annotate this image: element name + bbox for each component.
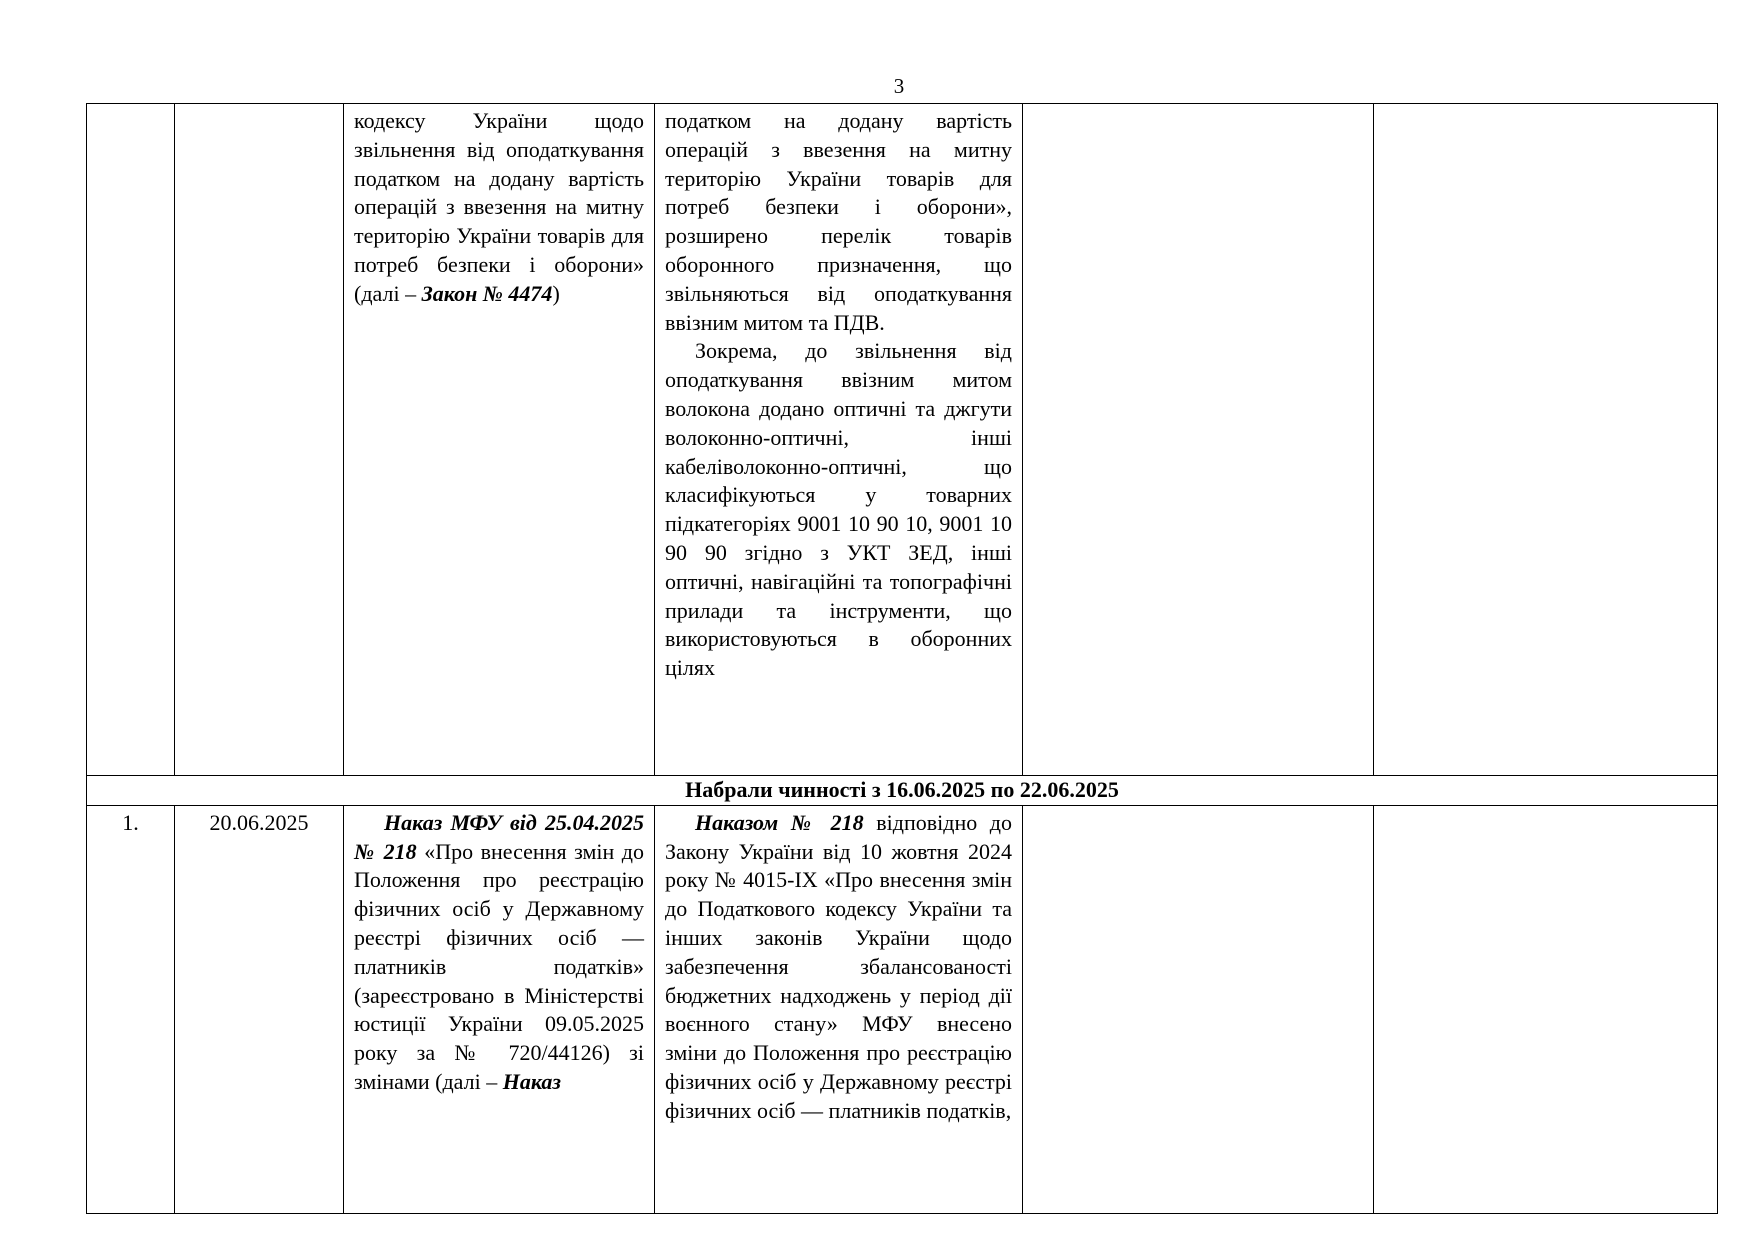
cell-number bbox=[87, 805, 175, 1213]
entry-date: 20.06.2025 bbox=[209, 809, 309, 835]
summary-act-ref: Наказом № 218 bbox=[695, 809, 864, 835]
entry-number: 1. bbox=[122, 809, 139, 835]
summary-text: відповідно до Закону України від 10 жовтня 2024 року № 4015-IX «Про внесення змін до Податкового кодексу України та інших законів України щодо забезпечення збалансованості бюджетних надходжень у період дії воєнного стану» МФУ внесено зміни до Положення про реєстрацію фізичних осіб у Державному реєстрі фізичних осіб — платників податків, bbox=[665, 809, 1013, 1123]
cell-summary bbox=[655, 805, 1023, 1213]
cell-number bbox=[87, 104, 175, 776]
page-number: 3 bbox=[893, 74, 905, 98]
cell-empty bbox=[1374, 805, 1718, 1213]
act-short-name: Наказ bbox=[502, 1068, 562, 1094]
act-text: «Про внесення змін до Положення про реєстрацію фізичних осіб у Державному реєстрі фізичних осіб — платників податків» (зареєстровано в Міністерстві юстиції України 09.05.2025 року за № 720/44126) зі змінами (далі – bbox=[354, 838, 644, 1094]
act-title: Наказ МФУ від 25.04.2025 № 218 bbox=[354, 809, 644, 864]
cell-empty bbox=[1023, 805, 1374, 1213]
table-row bbox=[87, 104, 1718, 776]
cell-date bbox=[175, 104, 344, 776]
act-text: кодексу України щодо звільнення від оподаткування податком на додану вартість операцій з ввезення на митну територію України товарів для потреб безпеки і оборони» (далі – bbox=[354, 108, 644, 306]
summary-paragraph: Зокрема, до звільнення від оподаткування ввізним митом волокона додано оптичні та джгути волоконно-оптичні, інші кабеліволоконно-оптичні, що класифікуються у товарних підкатегоріях 9001 10 90 10, 9001 10 90 90 згідно з УКТ ЗЕД, інші оптичні, навігаційні та топографічні прилади та інструменти, що використовуються в оборонних цілях bbox=[665, 338, 1012, 681]
cell-summary bbox=[655, 104, 1023, 776]
document-table bbox=[86, 103, 1718, 1214]
cell-act bbox=[344, 104, 655, 776]
cell-empty bbox=[1023, 104, 1374, 776]
cell-act bbox=[344, 805, 655, 1213]
table-row bbox=[87, 805, 1718, 1213]
section-heading: Набрали чинності з 16.06.2025 по 22.06.2025 bbox=[87, 776, 1718, 806]
act-short-name: Закон № 4474 bbox=[421, 280, 553, 306]
cell-empty bbox=[1374, 104, 1718, 776]
act-closing: ) bbox=[552, 280, 560, 306]
section-heading-row bbox=[87, 776, 1718, 806]
summary-paragraph: податком на додану вартість операцій з ввезення на митну територію України товарів для потреб безпеки і оборони», розширено перелік товарів оборонного призначення, що звільняються від оподаткування ввізним митом та ПДВ. bbox=[665, 108, 1012, 335]
cell-date bbox=[175, 805, 344, 1213]
